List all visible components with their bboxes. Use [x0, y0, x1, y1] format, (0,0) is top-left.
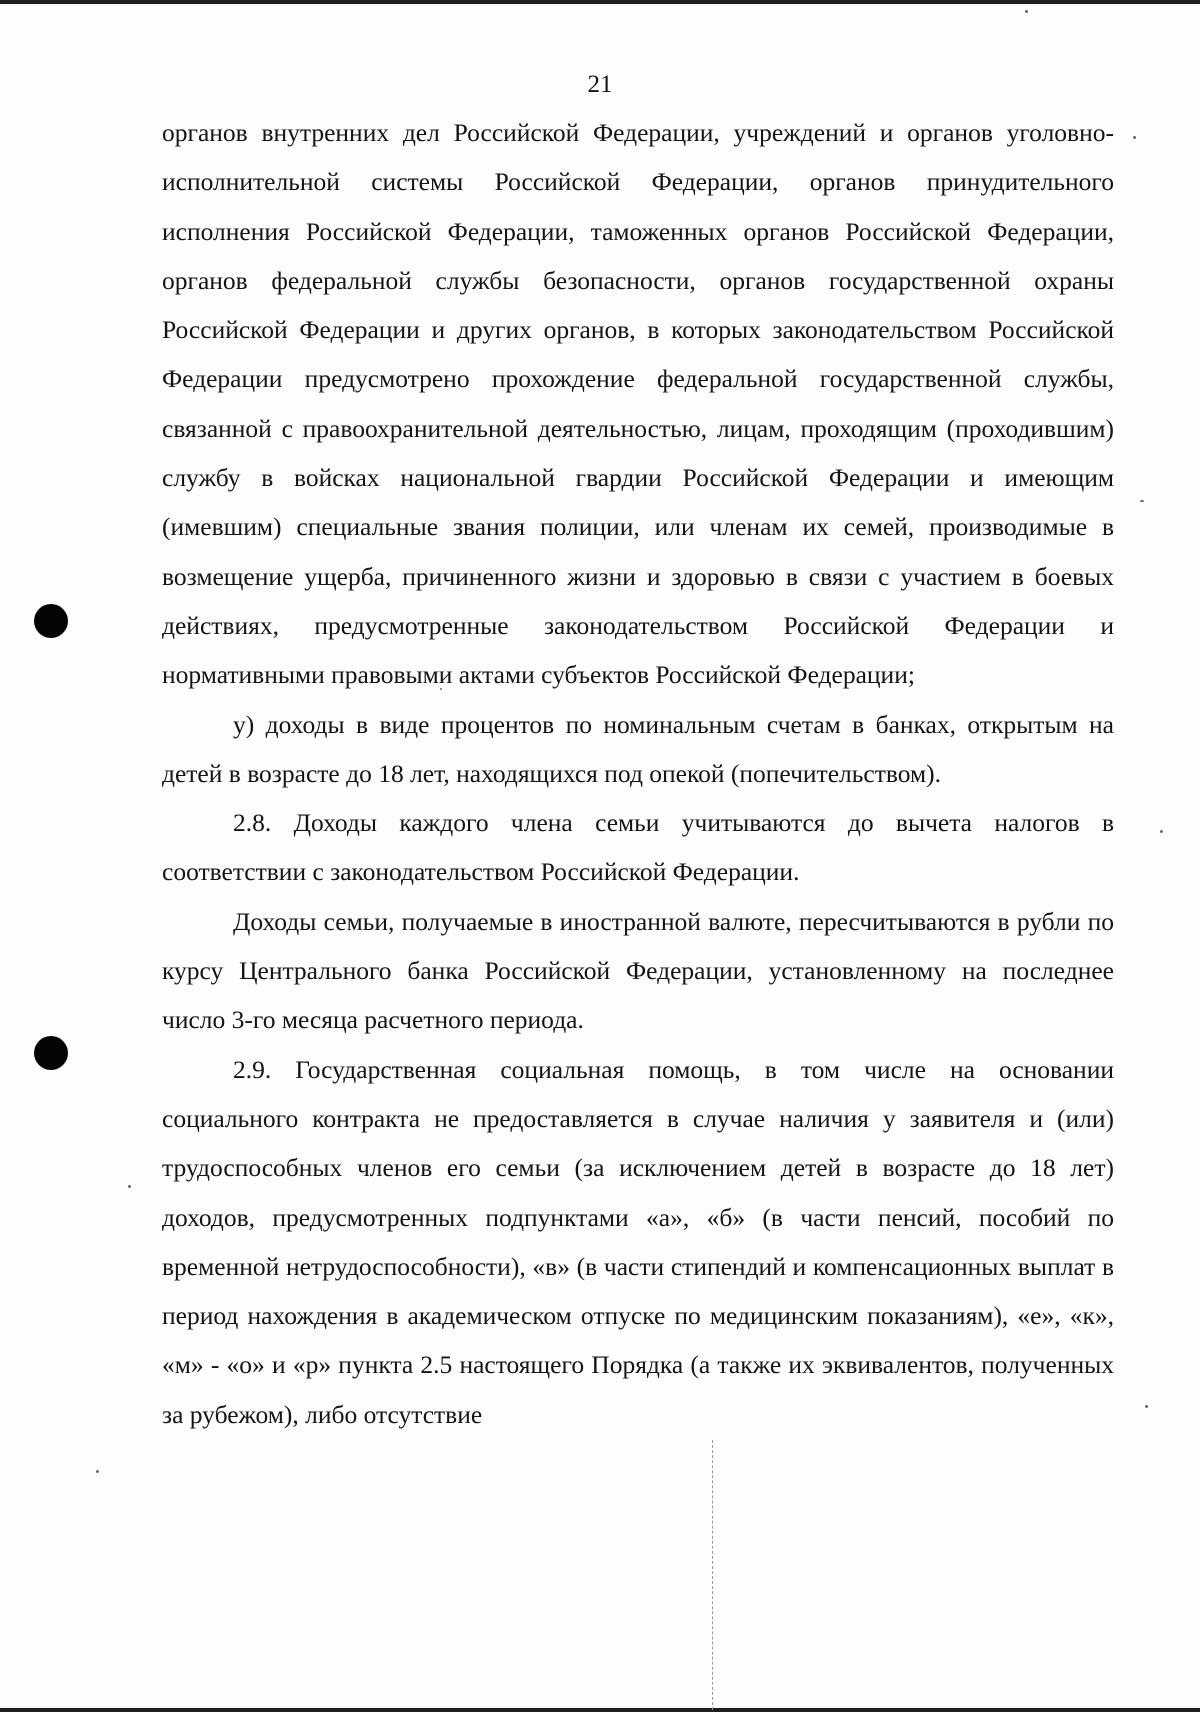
- fold-mark: [712, 1440, 713, 1710]
- paragraph-item-u: у) доходы в виде процентов по номинальным счетам в банках, открытым на детей в возрасте до 18 лет, находящихся под опекой (попечительством).: [162, 709, 1114, 788]
- scan-speck: [96, 1470, 99, 1473]
- scan-speck: [128, 1185, 131, 1188]
- scan-speck: [1145, 1405, 1148, 1408]
- scan-edge-bottom: [0, 1708, 1200, 1712]
- scan-speck: [1140, 500, 1144, 502]
- scan-speck: [1160, 830, 1163, 833]
- punch-hole-upper: [34, 604, 68, 638]
- document-body: [162, 108, 1114, 1439]
- paragraph-foreign-currency: Доходы семьи, получаемые в иностранной валюте, пересчитываются в рубли по курсу Центрального банка Российской Федерации, установленному на последнее число 3-го месяца расчетного периода.: [162, 906, 1114, 1035]
- page-number: 21: [587, 71, 613, 98]
- scan-edge-top: [0, 0, 1200, 4]
- paragraph-clause-2-8: 2.8. Доходы каждого члена семьи учитываются до вычета налогов в соответствии с законодательством Российской Федерации.: [162, 808, 1114, 887]
- scan-speck: [1025, 10, 1028, 13]
- scan-speck: [1133, 136, 1136, 139]
- paragraph-clause-2-9: 2.9. Государственная социальная помощь, в том числе на основании социального контракта не предоставляется в случае наличия у заявителя и (или) трудоспособных членов его семьи (за исключением детей в возрасте до 18 лет) доходов, предусмотренных подпунктами «а», «б» (в части пенсий, пособий по временной нетрудоспособности), «в» (в части стипендий и компенсационных выплат в период нахождения в академическом отпуске по медицинским показаниям), «е», «к», «м» - «о» и «р» пункта 2.5 настоящего Порядка (а также их эквивалентов, полученных за рубежом), либо отсутствие: [162, 1054, 1114, 1429]
- punch-hole-lower: [34, 1036, 68, 1070]
- paragraph-continuation: органов внутренних дел Российской Федерации, учреждений и органов уголовно-исполнительной системы Российской Федерации, органов принудительного исполнения Российской Федерации, таможенных органов Российской Федерации, органов федеральной службы безопасности, органов государственной охраны Российской Федерации и других органов, в которых законодательством Российской Федерации предусмотрено прохождение федеральной государственной службы, связанной с правоохранительной деятельностью, лицам, проходящим (проходившим) службу в войсках национальной гвардии Российской Федерации и имеющим (имевшим) специальные звания полиции, или членам их семей, производимые в возмещение ущерба, причиненного жизни и здоровью в связи с участием в боевых действиях, предусмотренные законодательством Российской Федерации и нормативными правовыми актами субъектов Российской Федерации;: [162, 118, 1114, 690]
